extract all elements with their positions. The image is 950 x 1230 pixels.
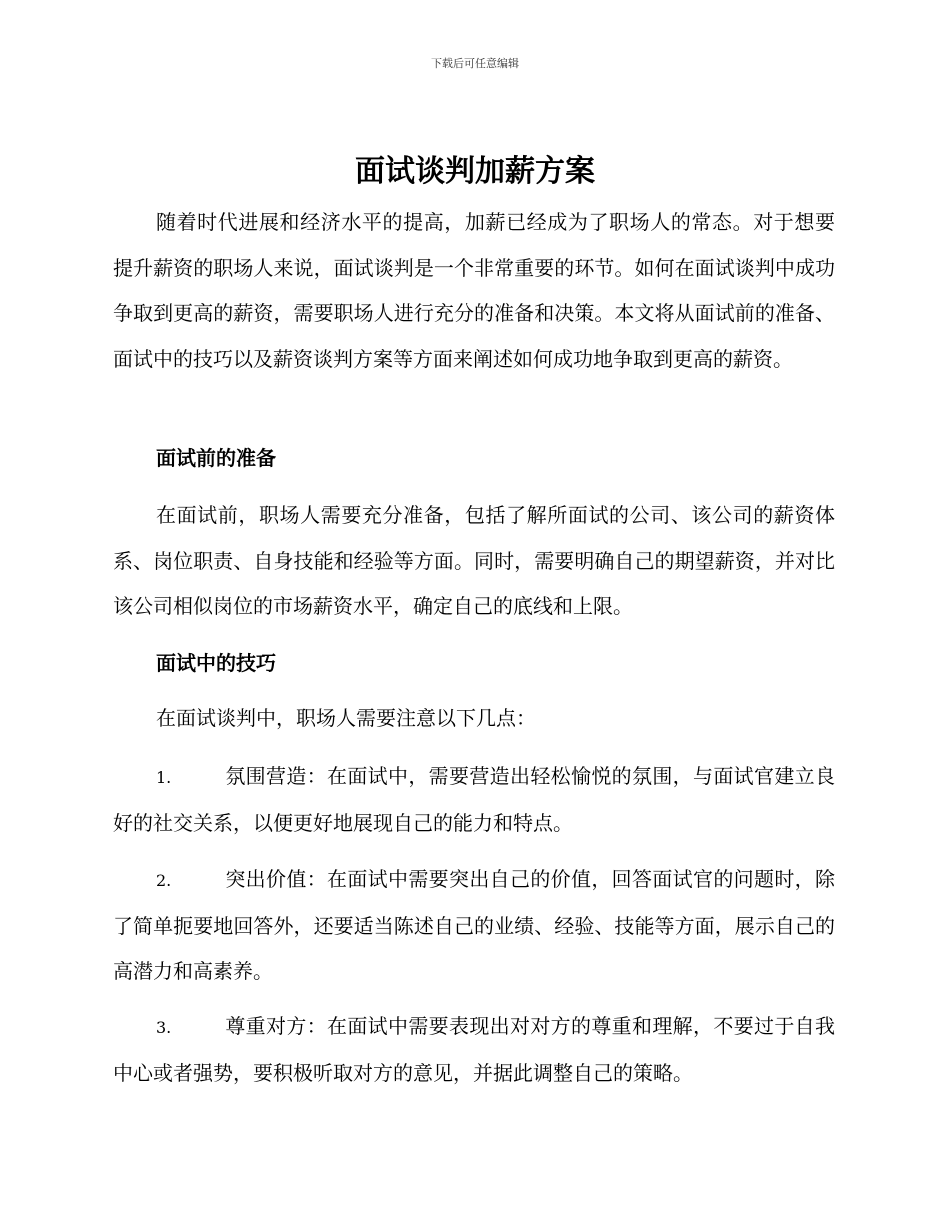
list-number: 2. [156, 871, 172, 890]
list-item-text: 突出价值：在面试中需要突出自己的价值，回答面试官的问题时，除了简单扼要地回答外，还要适当陈述自己的业绩、经验、技能等方面，展示自己的高潜力和高素养。 [113, 867, 835, 983]
list-item [113, 1004, 835, 1096]
preparation-paragraph: 在面试前，职场人需要充分准备，包括了解所面试的公司、该公司的薪资体系、岗位职责、自身技能和经验等方面。同时，需要明确自己的期望薪资，并对比该公司相似岗位的市场薪资水平，确定自己的底线和上限。 [113, 503, 835, 618]
list-item [113, 754, 835, 846]
section-heading-preparation: 面试前的准备 [156, 446, 276, 470]
section-heading-techniques: 面试中的技巧 [156, 651, 276, 675]
list-item-text: 尊重对方：在面试中需要表现出对对方的尊重和理解，不要过于自我中心或者强势，要积极听取对方的意见，并据此调整自己的策略。 [113, 1014, 835, 1085]
list-item-text: 氛围营造：在面试中，需要营造出轻松愉悦的氛围，与面试官建立良好的社交关系，以便更好地展现自己的能力和特点。 [113, 764, 835, 835]
page-header: 下载后可任意编辑 [431, 57, 519, 70]
intro-paragraph: 随着时代进展和经济水平的提高，加薪已经成为了职场人的常态。对于想要提升薪资的职场人来说，面试谈判是一个非常重要的环节。如何在面试谈判中成功争取到更高的薪资，需要职场人进行充分的准备和决策。本文将从面试前的准备、面试中的技巧以及薪资谈判方案等方面来阐述如何成功地争取到更高的薪资。 [113, 210, 835, 371]
list-number: 3. [156, 1018, 172, 1037]
techniques-intro-paragraph: 在面试谈判中，职场人需要注意以下几点： [156, 706, 536, 730]
document-title: 面试谈判加薪方案 [355, 154, 595, 189]
list-item [113, 857, 835, 995]
list-number: 1. [156, 768, 172, 787]
